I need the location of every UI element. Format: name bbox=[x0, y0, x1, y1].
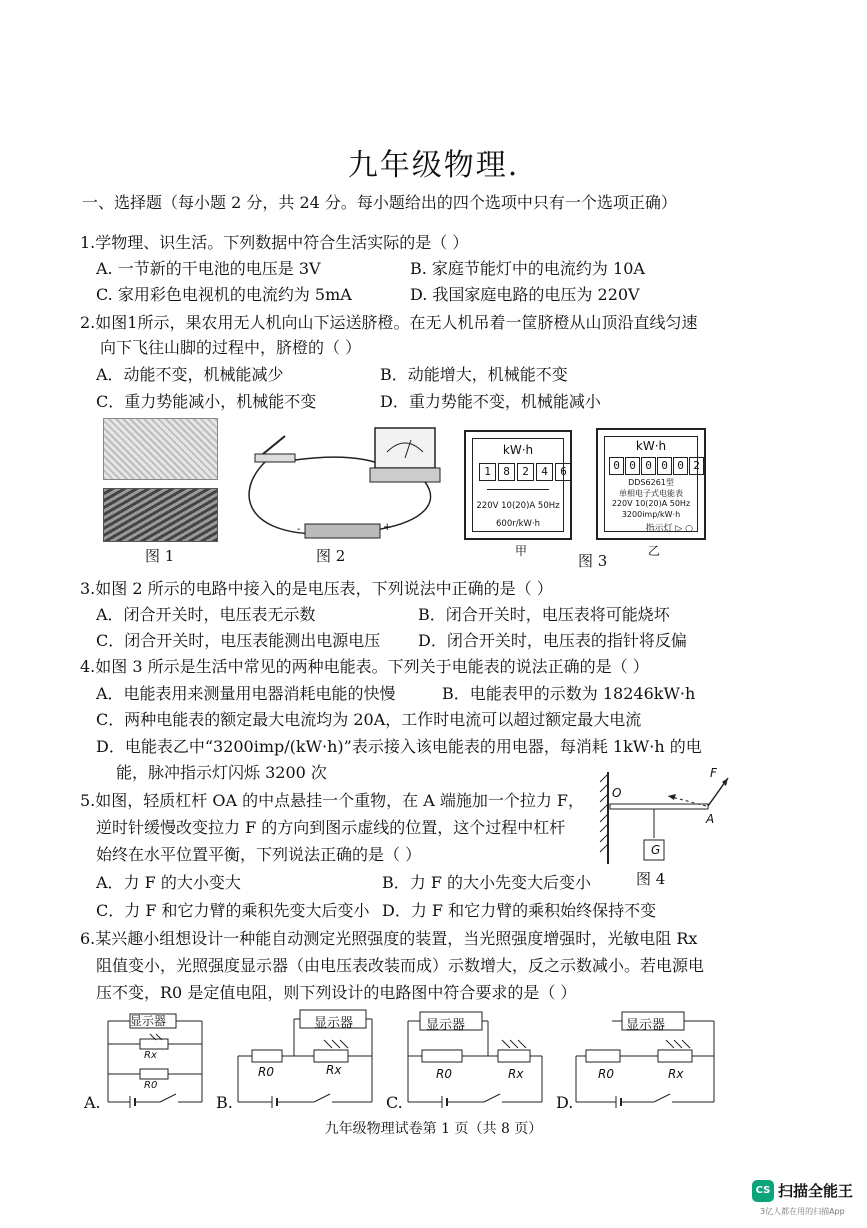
q3-stem: 3.如图 2 所示的电路中接入的是电压表，下列说法中正确的是（ ） bbox=[80, 579, 553, 598]
fig4-label-o: O bbox=[612, 786, 622, 800]
circuit-b-display: 显示器 bbox=[314, 1016, 354, 1031]
meter-yi-indicator: 指示灯 ▷ ○ bbox=[645, 524, 693, 534]
circuit-b bbox=[232, 1008, 382, 1112]
meter-jia-unit: kW·h bbox=[502, 443, 534, 457]
meter-jia-spec: 220V 10(20)A 50Hz bbox=[476, 501, 560, 511]
circuit-c-option-label: C. bbox=[386, 1093, 403, 1112]
meter-yi-digits bbox=[609, 457, 704, 475]
circuit-d-option-label: D. bbox=[556, 1093, 574, 1112]
q1-option-b: B. 家庭节能灯中的电流约为 10A bbox=[410, 259, 645, 278]
meter-yi-digit: 0 bbox=[641, 457, 656, 475]
q6-stem-line1: 6.某兴趣小组想设计一种能自动测定光照强度的装置，当光照强度增强时，光敏电阻 Rx bbox=[80, 929, 698, 948]
circuit-c-rx: Rx bbox=[508, 1067, 524, 1081]
circuit-b-option-label: B. bbox=[216, 1093, 233, 1112]
section-heading: 一、选择题（每小题 2 分，共 24 分。每小题给出的四个选项中只有一个选项正确） bbox=[82, 193, 677, 212]
circuit-b-r0: R0 bbox=[258, 1065, 274, 1079]
figure-1-photo-top bbox=[103, 418, 218, 480]
q1-option-d: D. 我国家庭电路的电压为 220V bbox=[410, 285, 640, 304]
svg-text:-: - bbox=[297, 524, 301, 535]
meter-jia bbox=[464, 430, 572, 540]
circuit-a-display: 显示器 bbox=[130, 1014, 167, 1028]
q2-stem-line1: 2.如图1所示，果农用无人机向山下运送脐橙。在无人机吊着一筐脐橙从山顶沿直线匀速 bbox=[80, 313, 698, 332]
figure-1-caption: 图 1 bbox=[145, 547, 175, 565]
meter-jia-digits bbox=[479, 463, 572, 481]
q2-option-b: B．动能增大，机械能不变 bbox=[380, 365, 568, 384]
q4-option-d-line1: D．电能表乙中“3200imp/(kW·h)”表示接入该电能表的用电器，每消耗 1kW·h 的电 bbox=[96, 737, 702, 756]
meter-yi-digit: 0 bbox=[657, 457, 672, 475]
circuit-c bbox=[402, 1008, 552, 1112]
q5-option-d: D．力 F 和它力臂的乘积始终保持不变 bbox=[382, 901, 657, 920]
circuit-a-rx: Rx bbox=[144, 1050, 157, 1061]
q1-stem: 1.学物理、识生活。下列数据中符合生活实际的是（ ） bbox=[80, 233, 469, 252]
page-footer: 九年级物理试卷第 1 页（共 8 页） bbox=[324, 1121, 543, 1137]
q5-option-b: B．力 F 的大小先变大后变小 bbox=[382, 873, 592, 892]
meter-yi-digit: 0 bbox=[625, 457, 640, 475]
meter-jia-digit: 8 bbox=[498, 463, 515, 481]
q4-option-c: C．两种电能表的额定最大电流均为 20A，工作时电流可以超过额定最大电流 bbox=[96, 710, 642, 729]
fig4-label-a: A bbox=[706, 812, 715, 826]
q4-option-b: B．电能表甲的示数为 18246kW·h bbox=[442, 684, 696, 703]
q6-stem-line2: 阻值变小，光照强度显示器（由电压表改装而成）示数增大，反之示数减小。若电源电 bbox=[96, 956, 705, 975]
q4-option-a: A．电能表用来测量用电器消耗电能的快慢 bbox=[96, 684, 396, 703]
q2-option-c: C．重力势能减小，机械能不变 bbox=[96, 392, 317, 411]
figure-4-caption: 图 4 bbox=[636, 870, 666, 888]
q1-option-a: A. 一节新的干电池的电压是 3V bbox=[96, 259, 321, 278]
q1-option-c: C. 家用彩色电视机的电流约为 5mA bbox=[96, 285, 352, 304]
meter-yi-digit: 2 bbox=[689, 457, 704, 475]
camscanner-name: 扫描全能王 bbox=[778, 1182, 854, 1200]
q6-stem-line3: 压不变，R0 是定值电阻，则下列设计的电路图中符合要求的是（ ） bbox=[96, 983, 577, 1002]
camscanner-logo-icon: CS bbox=[752, 1180, 774, 1202]
circuit-d-rx: Rx bbox=[668, 1067, 684, 1081]
meter-yi bbox=[596, 428, 706, 540]
q4-stem: 4.如图 3 所示是生活中常见的两种电能表。下列关于电能表的说法正确的是（ ） bbox=[80, 657, 649, 676]
q2-stem-line2: 向下飞往山脚的过程中，脐橙的（ ） bbox=[100, 338, 362, 357]
q3-option-b: B．闭合开关时，电压表将可能烧坏 bbox=[418, 605, 670, 624]
q3-option-d: D．闭合开关时，电压表的指针将反偏 bbox=[418, 631, 687, 650]
figure-2-caption: 图 2 bbox=[316, 547, 346, 565]
meter-yi-caption: 乙 bbox=[648, 544, 661, 558]
meter-yi-spec: 220V 10(20)A 50Hz bbox=[611, 499, 691, 508]
meter-jia-digit: 6 bbox=[555, 463, 572, 481]
meter-jia-caption: 甲 bbox=[515, 544, 528, 558]
q5-option-c: C．力 F 和它力臂的乘积先变大后变小 bbox=[96, 901, 370, 920]
circuit-c-r0: R0 bbox=[436, 1067, 452, 1081]
circuit-c-display: 显示器 bbox=[426, 1018, 466, 1033]
meter-yi-name: 单相电子式电能表 bbox=[619, 489, 683, 498]
meter-yi-unit: kW·h bbox=[635, 439, 667, 453]
meter-jia-rev: 600r/kW·h bbox=[496, 519, 540, 529]
meter-jia-digit: 2 bbox=[517, 463, 534, 481]
q3-option-a: A．闭合开关时，电压表无示数 bbox=[96, 605, 316, 624]
meter-jia-digit: 4 bbox=[536, 463, 553, 481]
q3-option-c: C．闭合开关时，电压表能测出电源电压 bbox=[96, 631, 381, 650]
q5-option-a: A．力 F 的大小变大 bbox=[96, 873, 241, 892]
circuit-d-r0: R0 bbox=[598, 1067, 614, 1081]
meter-jia-digit: 1 bbox=[479, 463, 496, 481]
circuit-b-rx: Rx bbox=[326, 1063, 342, 1077]
meter-yi-model: DDS6261型 bbox=[628, 478, 674, 487]
figure-1-photo-bottom bbox=[103, 488, 218, 542]
meter-yi-digit: 0 bbox=[673, 457, 688, 475]
fig4-label-g: G bbox=[651, 843, 661, 857]
q2-option-a: A．动能不变，机械能减少 bbox=[96, 365, 284, 384]
q2-option-d: D．重力势能不变，机械能减小 bbox=[380, 392, 601, 411]
circuit-a-option-label: A. bbox=[84, 1093, 101, 1112]
camscanner-tagline: 3亿人都在用的扫描App bbox=[760, 1207, 845, 1216]
circuit-a-r0: R0 bbox=[144, 1080, 158, 1091]
q5-stem-line1: 5.如图，轻质杠杆 OA 的中点悬挂一个重物，在 A 端施加一个拉力 F， bbox=[80, 791, 585, 810]
q4-option-d-line2: 能，脉冲指示灯闪烁 3200 次 bbox=[116, 763, 327, 782]
meter-yi-imp: 3200imp/kW·h bbox=[621, 510, 681, 519]
meter-yi-digit: 0 bbox=[609, 457, 624, 475]
svg-text:+: + bbox=[383, 522, 392, 533]
figure-2-circuit bbox=[235, 422, 450, 547]
figure-3-caption: 图 3 bbox=[578, 552, 608, 570]
meter-jia-disc-line bbox=[487, 489, 549, 490]
q5-stem-line2: 逆时针缓慢改变拉力 F 的方向到图示虚线的位置，这个过程中杠杆 bbox=[96, 818, 566, 837]
figure-4-lever bbox=[596, 768, 746, 868]
circuit-d-display: 显示器 bbox=[626, 1018, 666, 1033]
page-title: 九年级物理. bbox=[347, 148, 520, 183]
fig4-label-f: F bbox=[710, 766, 717, 780]
q5-stem-line3: 始终在水平位置平衡，下列说法正确的是（ ） bbox=[96, 845, 422, 864]
